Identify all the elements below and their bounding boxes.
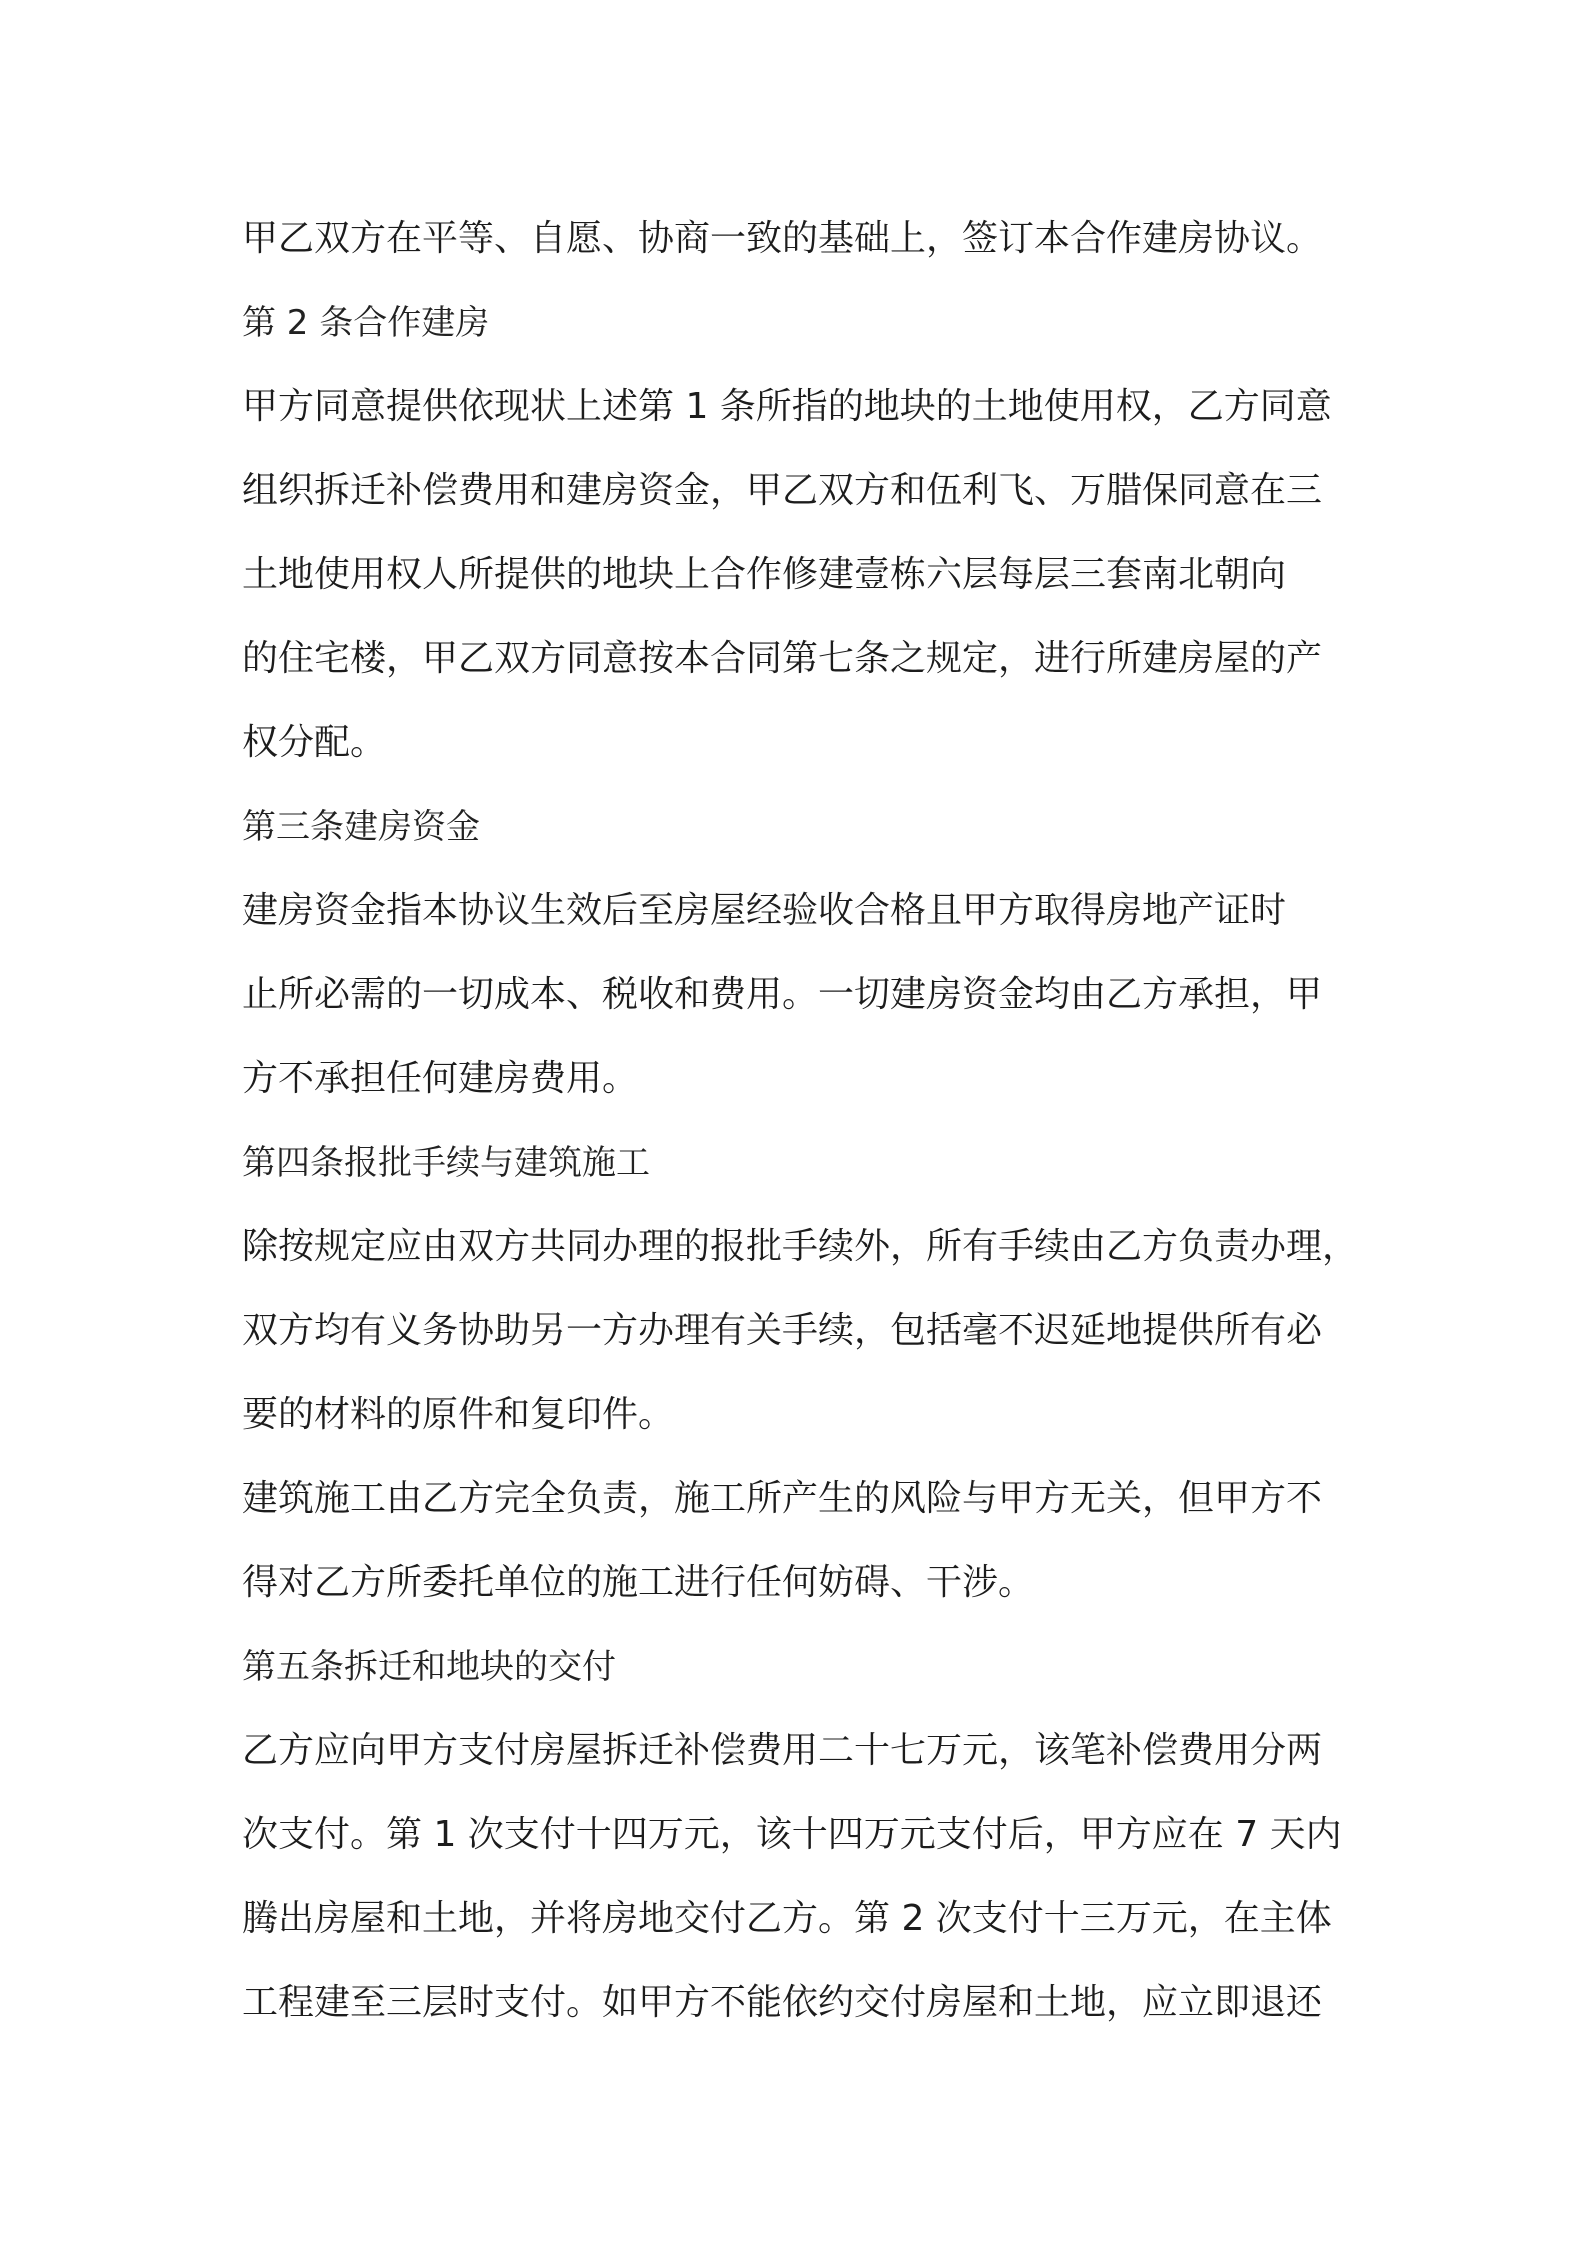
paragraph-line: 权分配。 <box>242 722 387 763</box>
section-heading: 第五条拆迁和地块的交付 <box>242 1647 616 1687</box>
paragraph-line: 止所必需的一切成本、税收和费用。一切建房资金均由乙方承担，甲 <box>242 974 1323 1015</box>
paragraph-line: 乙方应向甲方支付房屋拆迁补偿费用二十七万元，该笔补偿费用分两 <box>242 1730 1323 1771</box>
paragraph-line: 建筑施工由乙方完全负责，施工所产生的风险与甲方无关，但甲方不 <box>242 1478 1323 1519</box>
section-heading: 第三条建房资金 <box>242 807 480 847</box>
paragraph-line: 工程建至三层时支付。如甲方不能依约交付房屋和土地，应立即退还 <box>242 1982 1323 2023</box>
paragraph-line: 得对乙方所委托单位的施工进行任何妨碍、干涉。 <box>242 1562 1035 1603</box>
paragraph-line: 建房资金指本协议生效后至房屋经验收合格且甲方取得房地产证时 <box>242 890 1287 931</box>
paragraph-line: 要的材料的原件和复印件。 <box>242 1394 675 1435</box>
paragraph-line: 方不承担任何建房费用。 <box>242 1058 639 1099</box>
paragraph-line: 甲方同意提供依现状上述第 1 条所指的地块的土地使用权，乙方同意 <box>242 386 1332 427</box>
document-body <box>242 197 1372 2045</box>
paragraph-line: 的住宅楼，甲乙双方同意按本合同第七条之规定，进行所建房屋的产 <box>242 638 1323 679</box>
paragraph-line: 土地使用权人所提供的地块上合作修建壹栋六层每层三套南北朝向 <box>242 554 1287 595</box>
paragraph-line: 腾出房屋和土地，并将房地交付乙方。第 2 次支付十三万元，在主体 <box>242 1898 1332 1939</box>
paragraph-line: 次支付。第 1 次支付十四万元，该十四万元支付后，甲方应在 7 天内 <box>242 1814 1342 1855</box>
paragraph-line: 除按规定应由双方共同办理的报批手续外，所有手续由乙方负责办理， <box>242 1226 1359 1267</box>
section-heading: 第 2 条合作建房 <box>242 303 490 343</box>
paragraph-line: 组织拆迁补偿费用和建房资金，甲乙双方和伍利飞、万腊保同意在三 <box>242 470 1323 511</box>
paragraph-line: 甲乙双方在平等、自愿、协商一致的基础上，签订本合作建房协议。 <box>242 218 1323 259</box>
section-heading: 第四条报批手续与建筑施工 <box>242 1143 650 1183</box>
paragraph-line: 双方均有义务协助另一方办理有关手续，包括毫不迟延地提供所有必 <box>242 1310 1323 1351</box>
